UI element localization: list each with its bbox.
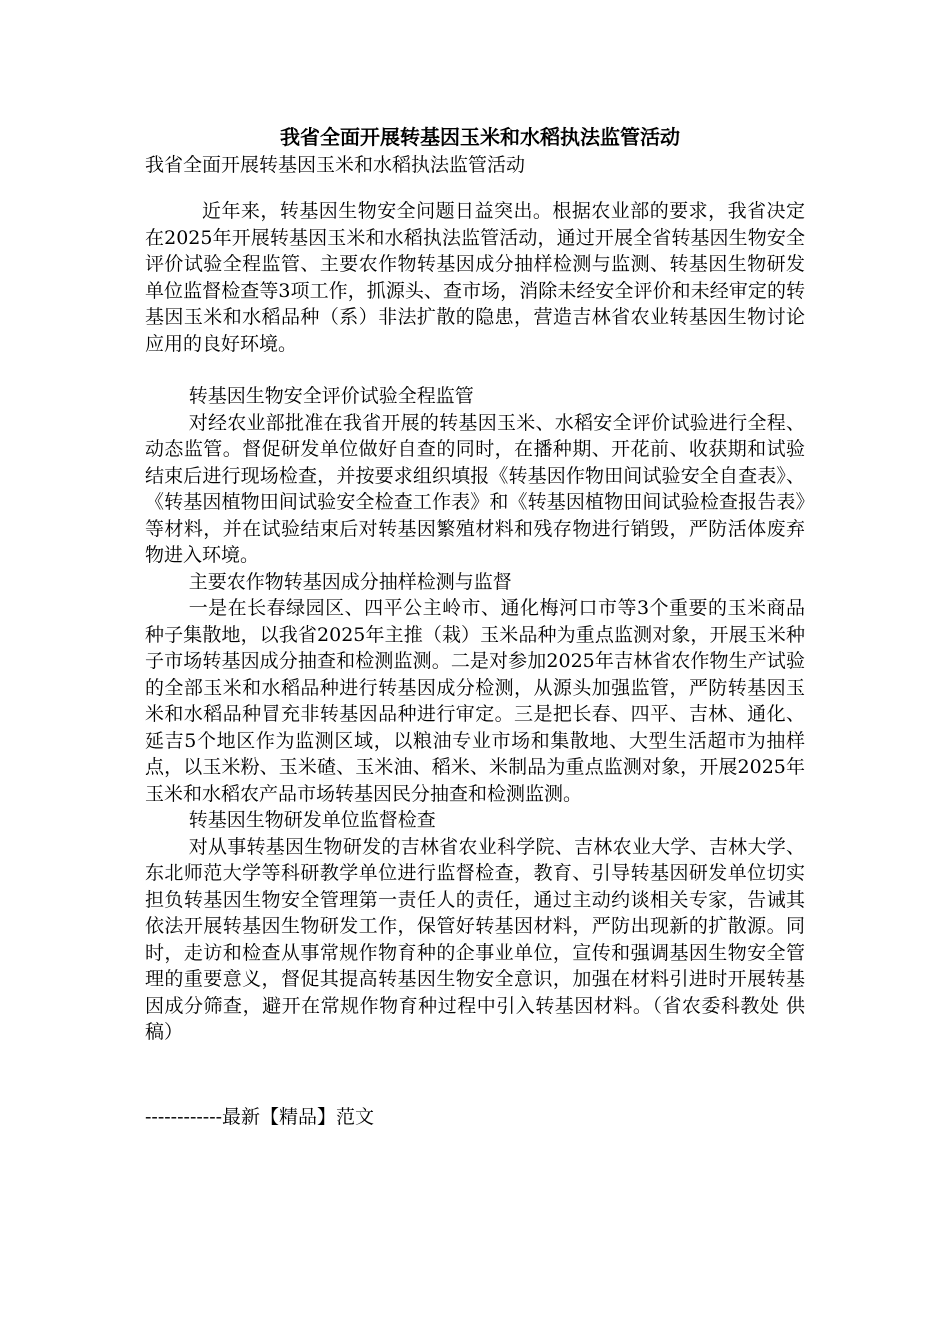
section-body-evaluation: 对经农业部批准在我省开展的转基因玉米、水稻安全评价试验进行全程、动态监管。督促研发单位做好自查的同时，在播种期、开花前、收获期和试验结束后进行现场检查，并按要求组织填报《转基因作物田间试验安全自查表》、《转基因植物田间试验安全检查工作表》和《转基因植物田间试验检查报告表》等材料，并在试验结束后对转基因繁殖材料和残存物进行销毁，严防活体废弃物进入环境。	[145, 411, 805, 566]
section-body-inspection: 对从事转基因生物研发的吉林省农业科学院、吉林农业大学、吉林大学、东北师范大学等科研教学单位进行监督检查，教育、引导转基因研发单位切实担负转基因生物安全管理第一责任人的责任，通过主动约谈相关专家，告诫其依法开展转基因生物研发工作，保管好转基因材料，严防出现新的扩散源。同时，走访和检查从事常规作物育种的企事业单位，宣传和强调基因生物安全管理的重要意义，督促其提高转基因生物安全意识，加强在材料引进时开展转基因成分筛查，避开在常规作物育种过程中引入转基因材料。（省农委科教处 供稿）	[145, 835, 805, 1043]
section-heading-sampling: 主要农作物转基因成分抽样检测与监督	[188, 570, 512, 593]
intro-paragraph: 近年来，转基因生物安全问题日益突出。根据农业部的要求，我省决定在2025年开展转基因玉米和水稻执法监管活动，通过开展全省转基因生物安全评价试验全程监管、主要农作物转基因成分抽样检测与监测、转基因生物研发单位监督检查等3项工作，抓源头、查市场，消除未经安全评价和未经审定的转基因玉米和水稻品种（系）非法扩散的隐患，营造吉林省农业转基因生物讨论应用的良好环境。	[145, 200, 805, 355]
section-body-sampling: 一是在长春绿园区、四平公主岭市、通化梅河口市等3个重要的玉米商品种子集散地，以我省2025年主推（栽）玉米品种为重点监测对象，开展玉米种子市场转基因成分抽查和检测监测。二是对参加2025年吉林省农作物生产试验的全部玉米和水稻品种进行转基因成分检测，从源头加强监管，严防转基因玉米和水稻品种冒充非转基因品种进行审定。三是把长春、四平、吉林、通化、延吉5个地区作为监测区域，以粮油专业市场和集散地、大型生活超市为抽样点，以玉米粉、玉米碴、玉米油、稻米、米制品为重点监测对象，开展2025年玉米和水稻农产品市场转基因民分抽查和检测监测。	[145, 597, 805, 805]
document-footer: ------------最新【精品】范文	[145, 1105, 375, 1128]
document-title: 我省全面开展转基因玉米和水稻执法监管活动	[280, 125, 680, 149]
document-subtitle: 我省全面开展转基因玉米和水稻执法监管活动	[145, 154, 526, 176]
section-heading-inspection: 转基因生物研发单位监督检查	[188, 809, 436, 831]
document-page	[145, 122, 805, 1130]
section-heading-evaluation: 转基因生物安全评价试验全程监管	[188, 385, 474, 407]
